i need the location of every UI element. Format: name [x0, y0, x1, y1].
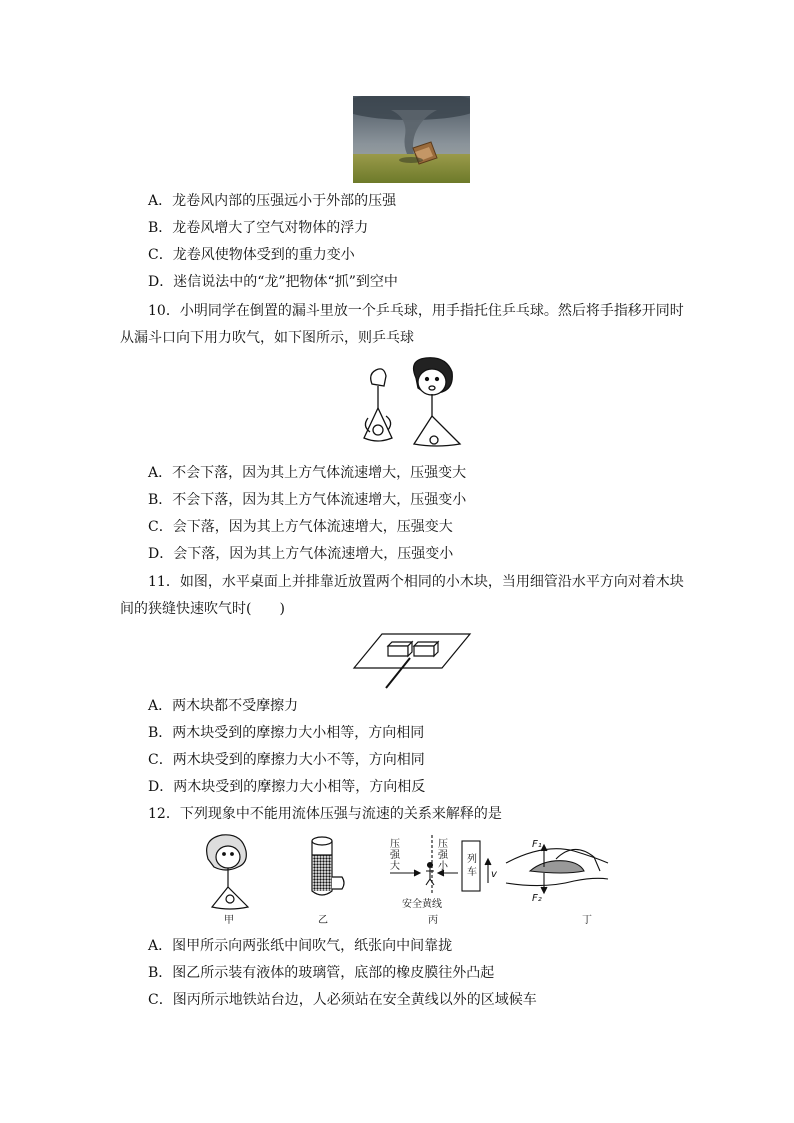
label-safe-line: 安全黄线 [402, 899, 442, 910]
label-bing: 丙 [428, 915, 438, 926]
q12-figure-ding [504, 833, 614, 925]
q10-stem-line2: 从漏斗口向下用力吹气，如下图所示，则乒乓球 [120, 330, 414, 346]
q10-option-b: B．不会下落，因为其上方气体流速增大，压强变小 [148, 492, 467, 508]
q11-option-c: C．两木块受到的摩擦力大小不等，方向相同 [148, 752, 425, 768]
label-f2: F₂ [532, 893, 542, 904]
q12-option-b: B．图乙所示装有液体的玻璃管，底部的橡皮膜往外凸起 [148, 965, 495, 981]
q12-figure-jia [200, 833, 260, 925]
label-press-big-3: 大 [390, 861, 400, 872]
label-press-big [390, 839, 400, 872]
q12-option-a: A．图甲所示向两张纸中间吹气，纸张向中间靠拢 [148, 938, 453, 954]
q10-funnel-figure [358, 356, 468, 448]
q11-option-b: B．两木块受到的摩擦力大小相等，方向相同 [148, 725, 425, 741]
tornado-photo [353, 96, 470, 183]
q9-option-a: A．龙卷风内部的压强远小于外部的压强 [148, 193, 397, 209]
q11-option-a: A．两木块都不受摩擦力 [148, 698, 299, 714]
label-velocity: v [491, 869, 497, 880]
label-jia: 甲 [224, 915, 234, 926]
label-press-small-1: 压 [438, 839, 448, 850]
label-yi: 乙 [318, 915, 328, 926]
q12-option-c: C．图丙所示地铁站台边，人必须站在安全黄线以外的区域候车 [148, 992, 537, 1008]
q12-figure-bing [388, 833, 498, 925]
label-press-big-2: 强 [390, 850, 400, 861]
q10-option-c: C．会下落，因为其上方气体流速增大，压强变大 [148, 519, 453, 535]
q11-option-d: D．两木块受到的摩擦力大小相等，方向相反 [148, 779, 426, 795]
q12-figure-yi [298, 833, 358, 925]
label-press-small [438, 839, 448, 872]
q11-stem-line1: 11．如图，水平桌面上并排靠近放置两个相同的小木块，当用细管沿水平方向对着木块 [148, 574, 684, 590]
label-press-big-1: 压 [390, 839, 400, 850]
label-press-small-3: 小 [438, 861, 448, 872]
label-train [467, 853, 477, 879]
label-press-small-2: 强 [438, 850, 448, 861]
q10-option-d: D．会下落，因为其上方气体流速增大，压强变小 [148, 546, 454, 562]
q10-option-a: A．不会下落，因为其上方气体流速增大，压强变大 [148, 465, 467, 481]
label-train-2: 车 [467, 867, 477, 878]
label-f1: F₁ [532, 839, 542, 850]
q9-option-b: B．龙卷风增大了空气对物体的浮力 [148, 220, 369, 236]
q11-stem-line2: 间的狭缝快速吹气时( ) [120, 601, 285, 617]
label-ding: 丁 [582, 915, 592, 926]
label-train-1: 列 [467, 854, 477, 865]
q9-option-c: C．龙卷风使物体受到的重力变小 [148, 247, 355, 263]
q10-stem-line1: 10．小明同学在倒置的漏斗里放一个乒乓球，用手指托住乒乓球。然后将手指移开同时 [148, 303, 684, 319]
q12-stem: 12．下列现象中不能用流体压强与流速的关系来解释的是 [148, 806, 502, 822]
q11-wood-blocks-figure [352, 628, 472, 690]
q9-option-d: D．迷信说法中的“龙”把物体“抓”到空中 [148, 274, 398, 290]
